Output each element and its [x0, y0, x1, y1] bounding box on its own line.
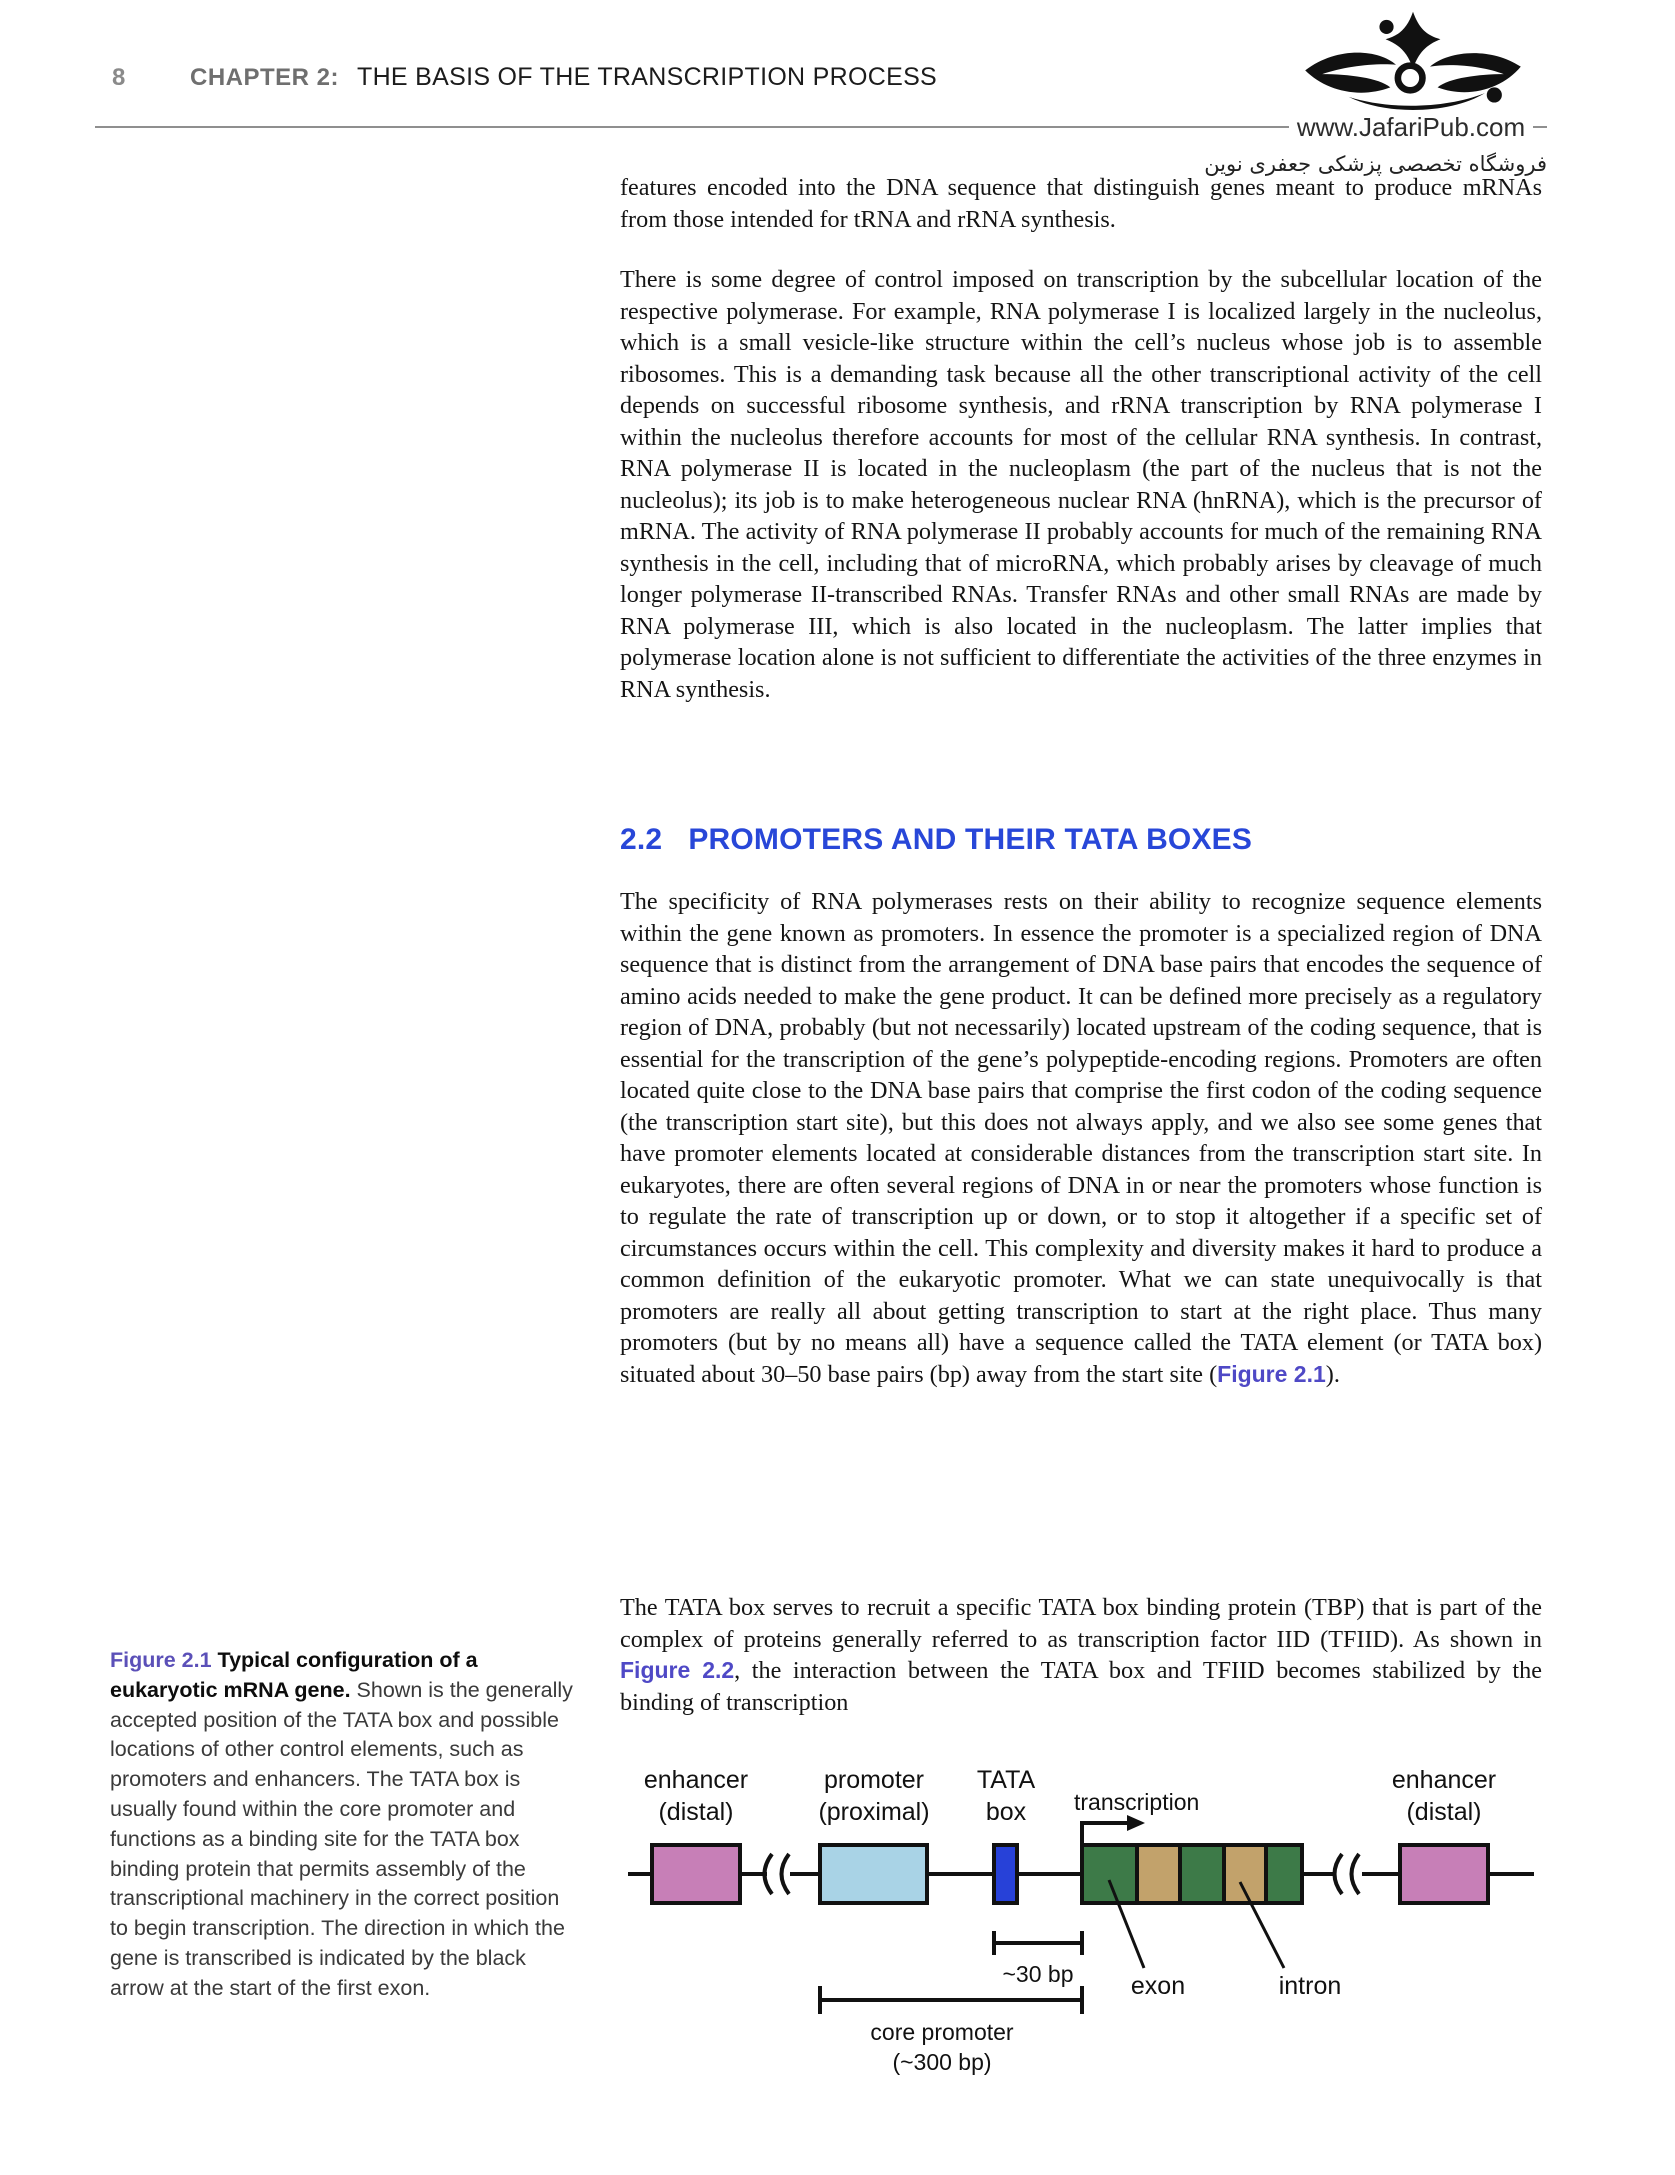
- enhancer-box-left: [652, 1845, 740, 1903]
- core-promoter-label: core promoter: [870, 2019, 1014, 2045]
- scale-30bp-label: ~30 bp: [1002, 1961, 1074, 1987]
- line-break-icon: [765, 1854, 773, 1894]
- section-title: PROMOTERS AND THEIR TATA BOXES: [688, 823, 1253, 856]
- tata-box-label: box: [985, 1798, 1027, 1826]
- tata-box-label: TATA: [976, 1766, 1036, 1794]
- publisher-tagline: فروشگاه تخصصی پزشکی جعفری نوین: [1204, 152, 1547, 176]
- publisher-logo-icon: [1288, 8, 1538, 112]
- exon-label: exon: [1130, 1972, 1186, 2000]
- exon-segment: [1266, 1845, 1302, 1903]
- paragraph-text: , the interaction between the TATA box and TFIID becomes stabilized by the binding of transcription: [620, 1657, 1542, 1716]
- line-break-icon: [1352, 1854, 1360, 1894]
- intron-segment: [1137, 1845, 1180, 1903]
- figure-caption: [110, 1646, 580, 2004]
- paragraph-text: ).: [1325, 1360, 1340, 1388]
- paragraph: [620, 1592, 1542, 1718]
- publisher-url[interactable]: www.JafariPub.com: [1272, 112, 1550, 143]
- tata-box: [994, 1845, 1017, 1903]
- enhancer-box-right: [1400, 1845, 1488, 1903]
- promoter-label: (proximal): [818, 1798, 930, 1826]
- figure-caption-text: Shown is the generally accepted position of the TATA box and possible locations of other control elements, such as promoters and enhancers. The TATA box is usually found within the core promoter and functions as a binding site for the TATA box binding protein that permits assembly of the transcriptional machinery in the correct position to begin transcription. The direction in which the gene is transcribed is indicated by the black arrow at the start of the first exon.: [110, 1677, 573, 2000]
- exon-segment: [1180, 1845, 1224, 1903]
- paragraph: There is some degree of control imposed on transcription by the subcellular location of the respective polymerase. For example, RNA polymerase I is localized largely in the nucleolus, which is a small vesicle-like structure within the cell’s nucleus whose job is to assemble ribosomes. This is a demanding task because all the other transcriptional activity of the cell depends on successful ribosome synthesis, and rRNA transcription by RNA polymerase I within the nucleolus therefore accounts for most of the cellular RNA synthesis. In contrast, RNA polymerase II is located in the nucleoplasm (the part of the nucleus that is not the nucleolus); its job is to make heterogeneous nuclear RNA (hnRNA), which is the precursor of mRNA. The activity of RNA polymerase II probably accounts for much of the remaining RNA synthesis in the cell, including that of microRNA, which probably arises by cleavage of much longer polymerase II-transcribed RNAs. Transfer RNAs and other small RNAs are made by RNA polymerase III, which is also located in the nucleoplasm. The latter implies that polymerase location alone is not sufficient to differentiate the activities of the three enzymes in RNA synthesis.: [620, 266, 1542, 703]
- promoter-label: promoter: [823, 1766, 925, 1794]
- figure-2-1-link[interactable]: Figure 2.1: [1217, 1360, 1326, 1387]
- paragraph-text: The specificity of RNA polymerases rests on their ability to recognize sequence elements within the gene known as promoters. In essence the promoter is a specialized region of DNA sequence that is distinct from the arrangement of DNA base pairs that encodes the sequence of amino acids needed to make the gene product. It can be defined more precisely as a regulatory region of DNA, probably (but not necessarily) located upstream of the coding sequence, that is essential for the transcription of the gene’s polypeptide-encoding regions. Promoters are often located quite close to the DNA base pairs that comprise the first codon of the coding sequence (the transcription start site), but this does not always apply, and we also see some genes that have promoter elements located at considerable distances from the transcription start site. In eukaryotes, there are often several regions of DNA in or near the promoters whose function is to regulate the rate of transcription up or down, or to stop it altogether if a specific set of circumstances occurs within the cell. This complexity and diversity makes it hard to produce a common definition of the eukaryotic promoter. What we can state unequivocally is that promoters are really all about getting transcription to start at the right place. Thus many promoters (but by no means all) have a sequence called the TATA element (or TATA box) situated about 30–50 base pairs (bp) away from the start site (: [620, 888, 1542, 1388]
- line-break-icon: [782, 1854, 790, 1894]
- chapter-title: THE BASIS OF THE TRANSCRIPTION PROCESS: [357, 63, 938, 91]
- section-number: 2.2: [620, 823, 663, 856]
- enhancer-left-label: (distal): [658, 1798, 734, 1826]
- transcription-arrowhead-icon: [1127, 1815, 1145, 1831]
- section-heading: [620, 823, 1542, 857]
- transcription-label: transcription: [1074, 1789, 1200, 1815]
- intron-label: intron: [1278, 1972, 1342, 2000]
- line-break-icon: [1335, 1854, 1343, 1894]
- transcription-start-arrow: [1082, 1823, 1127, 1845]
- figure-2-2-link[interactable]: Figure 2.2: [620, 1657, 735, 1683]
- figure-caption-title: Typical configuration of a eukaryotic mRNA gene.: [110, 1648, 478, 1702]
- paragraph: features encoded into the DNA sequence that distinguish genes meant to produce mRNAs from those intended for tRNA and rRNA synthesis.: [620, 174, 1542, 233]
- exon-segment: [1082, 1845, 1137, 1903]
- promoter-box: [820, 1845, 927, 1903]
- chapter-label: CHAPTER 2:: [190, 64, 340, 91]
- enhancer-right-label: (distal): [1406, 1798, 1482, 1826]
- paragraph-text: The TATA box serves to recruit a specific TATA box binding protein (TBP) that is part of the complex of proteins generally referred to as transcription factor IID (TFIID). As shown in: [620, 1594, 1542, 1653]
- enhancer-right-label: enhancer: [1391, 1766, 1497, 1794]
- gene-structure-diagram: [622, 1750, 1542, 2082]
- page-number: 8: [112, 64, 126, 91]
- paragraph: [620, 886, 1542, 1390]
- enhancer-left-label: enhancer: [643, 1766, 749, 1794]
- figure-caption-label: Figure 2.1: [110, 1648, 212, 1672]
- core-promoter-label: (~300 bp): [892, 2049, 992, 2075]
